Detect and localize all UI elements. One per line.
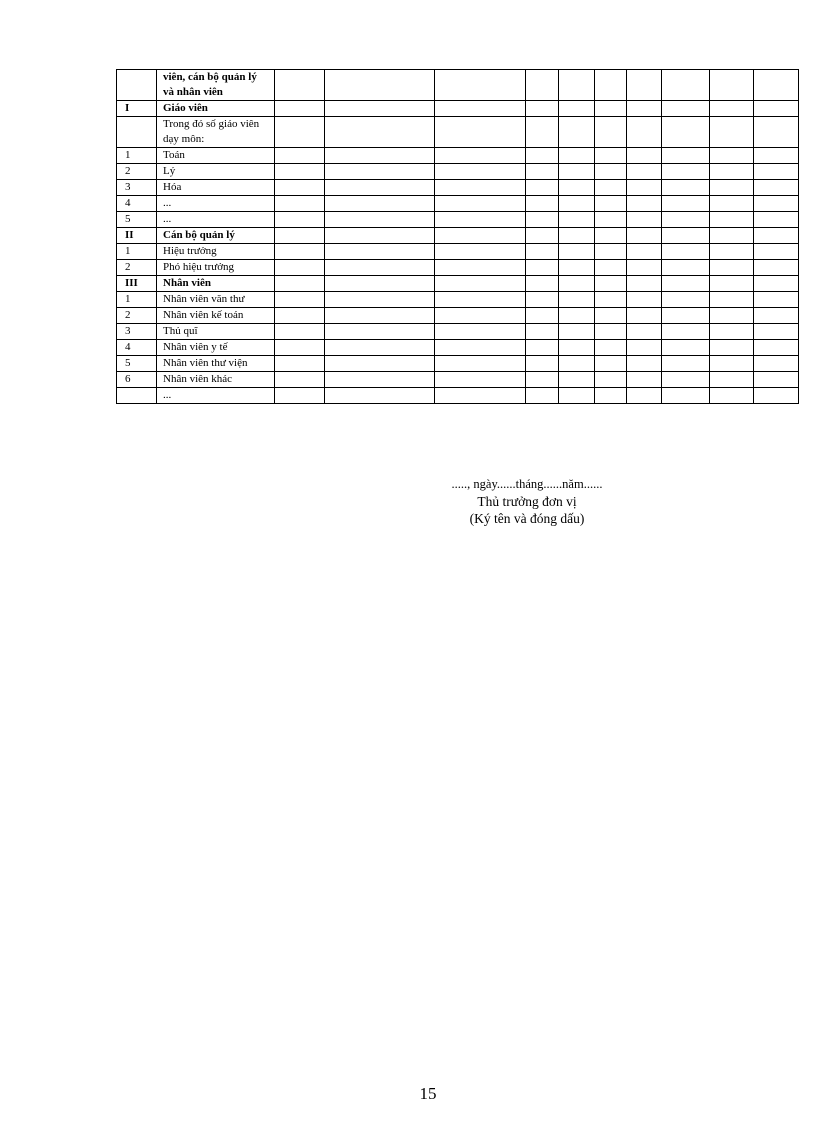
empty-value-cell bbox=[595, 276, 627, 292]
row-label-cell: Nhân viên kế toán bbox=[157, 308, 275, 324]
empty-value-cell bbox=[627, 196, 662, 212]
empty-value-cell bbox=[526, 340, 559, 356]
empty-value-cell bbox=[627, 212, 662, 228]
empty-value-cell bbox=[325, 101, 435, 117]
empty-value-cell bbox=[754, 101, 799, 117]
empty-value-cell bbox=[325, 372, 435, 388]
empty-value-cell bbox=[662, 148, 710, 164]
empty-value-cell bbox=[275, 148, 325, 164]
table-row bbox=[117, 148, 799, 164]
empty-value-cell bbox=[526, 244, 559, 260]
empty-value-cell bbox=[275, 228, 325, 244]
empty-value-cell bbox=[627, 70, 662, 101]
empty-value-cell bbox=[754, 260, 799, 276]
empty-value-cell bbox=[710, 212, 754, 228]
row-number-cell: 5 bbox=[117, 212, 157, 228]
empty-value-cell bbox=[627, 180, 662, 196]
empty-value-cell bbox=[710, 260, 754, 276]
empty-value-cell bbox=[595, 356, 627, 372]
row-number-cell: 3 bbox=[117, 324, 157, 340]
empty-value-cell bbox=[526, 260, 559, 276]
row-number-cell: 4 bbox=[117, 196, 157, 212]
signature-note: (Ký tên và đóng dấu) bbox=[469, 511, 585, 526]
empty-value-cell bbox=[595, 324, 627, 340]
empty-value-cell bbox=[275, 372, 325, 388]
empty-value-cell bbox=[595, 260, 627, 276]
empty-value-cell bbox=[710, 196, 754, 212]
empty-value-cell bbox=[627, 117, 662, 148]
table-row bbox=[117, 260, 799, 276]
empty-value-cell bbox=[754, 228, 799, 244]
empty-value-cell bbox=[559, 324, 595, 340]
empty-value-cell bbox=[754, 244, 799, 260]
empty-value-cell bbox=[435, 180, 526, 196]
table-row bbox=[117, 117, 799, 148]
row-label-cell: Phó hiệu trưởng bbox=[157, 260, 275, 276]
empty-value-cell bbox=[559, 180, 595, 196]
empty-value-cell bbox=[627, 276, 662, 292]
row-label-cell: Hiệu trưởng bbox=[157, 244, 275, 260]
empty-value-cell bbox=[435, 70, 526, 101]
empty-value-cell bbox=[662, 308, 710, 324]
empty-value-cell bbox=[627, 244, 662, 260]
empty-value-cell bbox=[559, 356, 595, 372]
empty-value-cell bbox=[595, 212, 627, 228]
empty-value-cell bbox=[325, 164, 435, 180]
row-label-cell: viên, cán bộ quản lý và nhân viên bbox=[157, 70, 275, 101]
empty-value-cell bbox=[275, 308, 325, 324]
table-row bbox=[117, 308, 799, 324]
row-number-cell: 2 bbox=[117, 260, 157, 276]
row-label-cell: Nhân viên y tế bbox=[157, 340, 275, 356]
empty-value-cell bbox=[435, 276, 526, 292]
empty-value-cell bbox=[754, 356, 799, 372]
empty-value-cell bbox=[325, 70, 435, 101]
empty-value-cell bbox=[710, 372, 754, 388]
empty-value-cell bbox=[559, 164, 595, 180]
table-row bbox=[117, 196, 799, 212]
empty-value-cell bbox=[325, 340, 435, 356]
row-label-cell: Giáo viên bbox=[157, 101, 275, 117]
empty-value-cell bbox=[559, 372, 595, 388]
empty-value-cell bbox=[710, 276, 754, 292]
table-row bbox=[117, 372, 799, 388]
empty-value-cell bbox=[435, 101, 526, 117]
row-label-cell: Thủ quĩ bbox=[157, 324, 275, 340]
empty-value-cell bbox=[627, 228, 662, 244]
signature-title: Thủ trưởng đơn vị bbox=[477, 494, 577, 509]
empty-value-cell bbox=[662, 228, 710, 244]
signature-date-line: ....., ngày......tháng......năm...... bbox=[451, 477, 603, 491]
row-number-cell: 1 bbox=[117, 148, 157, 164]
empty-value-cell bbox=[435, 308, 526, 324]
table-row bbox=[117, 356, 799, 372]
empty-value-cell bbox=[662, 388, 710, 404]
row-number-cell: 1 bbox=[117, 292, 157, 308]
empty-value-cell bbox=[754, 372, 799, 388]
empty-value-cell bbox=[275, 180, 325, 196]
empty-value-cell bbox=[595, 244, 627, 260]
empty-value-cell bbox=[526, 292, 559, 308]
empty-value-cell bbox=[325, 117, 435, 148]
empty-value-cell bbox=[595, 292, 627, 308]
empty-value-cell bbox=[325, 308, 435, 324]
empty-value-cell bbox=[325, 244, 435, 260]
empty-value-cell bbox=[595, 228, 627, 244]
empty-value-cell bbox=[595, 70, 627, 101]
empty-value-cell bbox=[435, 340, 526, 356]
empty-value-cell bbox=[559, 276, 595, 292]
empty-value-cell bbox=[435, 117, 526, 148]
empty-value-cell bbox=[754, 117, 799, 148]
row-label-cell: Nhân viên bbox=[157, 276, 275, 292]
empty-value-cell bbox=[325, 148, 435, 164]
table-row bbox=[117, 212, 799, 228]
empty-value-cell bbox=[710, 244, 754, 260]
empty-value-cell bbox=[662, 292, 710, 308]
empty-value-cell bbox=[754, 292, 799, 308]
empty-value-cell bbox=[559, 212, 595, 228]
empty-value-cell bbox=[662, 260, 710, 276]
empty-value-cell bbox=[526, 212, 559, 228]
empty-value-cell bbox=[662, 70, 710, 101]
row-label-cell: ... bbox=[157, 196, 275, 212]
empty-value-cell bbox=[627, 101, 662, 117]
table-row bbox=[117, 340, 799, 356]
table-row bbox=[117, 101, 799, 117]
empty-value-cell bbox=[435, 212, 526, 228]
empty-value-cell bbox=[662, 340, 710, 356]
empty-value-cell bbox=[595, 372, 627, 388]
empty-value-cell bbox=[435, 260, 526, 276]
empty-value-cell bbox=[710, 308, 754, 324]
table-row bbox=[117, 244, 799, 260]
empty-value-cell bbox=[754, 164, 799, 180]
empty-value-cell bbox=[435, 372, 526, 388]
empty-value-cell bbox=[662, 180, 710, 196]
row-label-cell: ... bbox=[157, 212, 275, 228]
empty-value-cell bbox=[754, 180, 799, 196]
empty-value-cell bbox=[325, 356, 435, 372]
empty-value-cell bbox=[662, 196, 710, 212]
row-number-cell: 1 bbox=[117, 244, 157, 260]
empty-value-cell bbox=[754, 308, 799, 324]
empty-value-cell bbox=[627, 372, 662, 388]
empty-value-cell bbox=[275, 244, 325, 260]
empty-value-cell bbox=[559, 117, 595, 148]
row-label-cell: Hóa bbox=[157, 180, 275, 196]
empty-value-cell bbox=[559, 70, 595, 101]
row-label-cell: Lý bbox=[157, 164, 275, 180]
empty-value-cell bbox=[559, 260, 595, 276]
row-number-cell: 6 bbox=[117, 372, 157, 388]
empty-value-cell bbox=[754, 388, 799, 404]
empty-value-cell bbox=[662, 101, 710, 117]
table-body bbox=[117, 70, 799, 404]
empty-value-cell bbox=[559, 101, 595, 117]
empty-value-cell bbox=[595, 196, 627, 212]
empty-value-cell bbox=[435, 356, 526, 372]
row-number-cell: 4 bbox=[117, 340, 157, 356]
empty-value-cell bbox=[526, 196, 559, 212]
empty-value-cell bbox=[325, 212, 435, 228]
row-number-cell: I bbox=[117, 101, 157, 117]
empty-value-cell bbox=[710, 228, 754, 244]
staff-statistics-table bbox=[116, 69, 799, 404]
empty-value-cell bbox=[595, 340, 627, 356]
row-number-cell: 2 bbox=[117, 308, 157, 324]
empty-value-cell bbox=[662, 244, 710, 260]
empty-value-cell bbox=[662, 372, 710, 388]
empty-value-cell bbox=[275, 340, 325, 356]
empty-value-cell bbox=[662, 164, 710, 180]
row-number-cell: III bbox=[117, 276, 157, 292]
empty-value-cell bbox=[275, 164, 325, 180]
empty-value-cell bbox=[435, 148, 526, 164]
empty-value-cell bbox=[325, 292, 435, 308]
empty-value-cell bbox=[275, 324, 325, 340]
empty-value-cell bbox=[627, 324, 662, 340]
row-label-cell: Toán bbox=[157, 148, 275, 164]
empty-value-cell bbox=[325, 260, 435, 276]
row-label-cell: Nhân viên thư viện bbox=[157, 356, 275, 372]
empty-value-cell bbox=[710, 340, 754, 356]
empty-value-cell bbox=[595, 388, 627, 404]
empty-value-cell bbox=[275, 212, 325, 228]
empty-value-cell bbox=[710, 324, 754, 340]
table-row bbox=[117, 180, 799, 196]
table-row bbox=[117, 324, 799, 340]
empty-value-cell bbox=[526, 180, 559, 196]
empty-value-cell bbox=[435, 196, 526, 212]
empty-value-cell bbox=[559, 148, 595, 164]
empty-value-cell bbox=[754, 196, 799, 212]
empty-value-cell bbox=[662, 324, 710, 340]
empty-value-cell bbox=[435, 244, 526, 260]
empty-value-cell bbox=[627, 356, 662, 372]
empty-value-cell bbox=[662, 212, 710, 228]
empty-value-cell bbox=[754, 340, 799, 356]
empty-value-cell bbox=[627, 292, 662, 308]
empty-value-cell bbox=[662, 276, 710, 292]
empty-value-cell bbox=[559, 228, 595, 244]
row-label-cell: Cán bộ quản lý bbox=[157, 228, 275, 244]
empty-value-cell bbox=[662, 356, 710, 372]
empty-value-cell bbox=[627, 260, 662, 276]
empty-value-cell bbox=[275, 196, 325, 212]
empty-value-cell bbox=[526, 324, 559, 340]
empty-value-cell bbox=[275, 356, 325, 372]
empty-value-cell bbox=[526, 70, 559, 101]
empty-value-cell bbox=[559, 388, 595, 404]
empty-value-cell bbox=[559, 244, 595, 260]
empty-value-cell bbox=[275, 117, 325, 148]
empty-value-cell bbox=[526, 276, 559, 292]
empty-value-cell bbox=[526, 372, 559, 388]
empty-value-cell bbox=[275, 70, 325, 101]
empty-value-cell bbox=[627, 308, 662, 324]
empty-value-cell bbox=[710, 180, 754, 196]
empty-value-cell bbox=[325, 228, 435, 244]
empty-value-cell bbox=[526, 101, 559, 117]
empty-value-cell bbox=[754, 276, 799, 292]
empty-value-cell bbox=[325, 196, 435, 212]
empty-value-cell bbox=[595, 117, 627, 148]
empty-value-cell bbox=[275, 292, 325, 308]
empty-value-cell bbox=[627, 388, 662, 404]
empty-value-cell bbox=[275, 101, 325, 117]
table-row bbox=[117, 292, 799, 308]
table-row bbox=[117, 164, 799, 180]
row-label-cell: Nhân viên văn thư bbox=[157, 292, 275, 308]
empty-value-cell bbox=[595, 180, 627, 196]
empty-value-cell bbox=[435, 292, 526, 308]
empty-value-cell bbox=[275, 260, 325, 276]
empty-value-cell bbox=[754, 324, 799, 340]
empty-value-cell bbox=[526, 356, 559, 372]
empty-value-cell bbox=[595, 164, 627, 180]
empty-value-cell bbox=[662, 117, 710, 148]
empty-value-cell bbox=[595, 148, 627, 164]
empty-value-cell bbox=[435, 388, 526, 404]
row-label-cell: Trong đó số giáo viên dạy môn: bbox=[157, 117, 275, 148]
empty-value-cell bbox=[325, 276, 435, 292]
empty-value-cell bbox=[710, 70, 754, 101]
empty-value-cell bbox=[710, 292, 754, 308]
empty-value-cell bbox=[559, 308, 595, 324]
empty-value-cell bbox=[559, 340, 595, 356]
table-row bbox=[117, 388, 799, 404]
row-label-cell: Nhân viên khác bbox=[157, 372, 275, 388]
empty-value-cell bbox=[754, 212, 799, 228]
row-number-cell bbox=[117, 388, 157, 404]
row-number-cell: II bbox=[117, 228, 157, 244]
empty-value-cell bbox=[275, 276, 325, 292]
empty-value-cell bbox=[627, 148, 662, 164]
row-number-cell: 3 bbox=[117, 180, 157, 196]
empty-value-cell bbox=[526, 164, 559, 180]
empty-value-cell bbox=[595, 101, 627, 117]
empty-value-cell bbox=[526, 228, 559, 244]
table-row bbox=[117, 228, 799, 244]
empty-value-cell bbox=[627, 164, 662, 180]
empty-value-cell bbox=[559, 292, 595, 308]
empty-value-cell bbox=[526, 308, 559, 324]
row-number-cell bbox=[117, 117, 157, 148]
row-number-cell bbox=[117, 70, 157, 101]
empty-value-cell bbox=[526, 388, 559, 404]
empty-value-cell bbox=[710, 356, 754, 372]
empty-value-cell bbox=[435, 228, 526, 244]
empty-value-cell bbox=[526, 148, 559, 164]
empty-value-cell bbox=[325, 388, 435, 404]
empty-value-cell bbox=[754, 70, 799, 101]
row-number-cell: 2 bbox=[117, 164, 157, 180]
empty-value-cell bbox=[435, 164, 526, 180]
table-row bbox=[117, 276, 799, 292]
empty-value-cell bbox=[526, 117, 559, 148]
empty-value-cell bbox=[325, 180, 435, 196]
empty-value-cell bbox=[710, 388, 754, 404]
empty-value-cell bbox=[754, 148, 799, 164]
empty-value-cell bbox=[710, 101, 754, 117]
empty-value-cell bbox=[710, 164, 754, 180]
empty-value-cell bbox=[325, 324, 435, 340]
empty-value-cell bbox=[559, 196, 595, 212]
empty-value-cell bbox=[275, 388, 325, 404]
row-number-cell: 5 bbox=[117, 356, 157, 372]
empty-value-cell bbox=[710, 117, 754, 148]
empty-value-cell bbox=[435, 324, 526, 340]
page-number: 15 bbox=[419, 1084, 437, 1103]
empty-value-cell bbox=[710, 148, 754, 164]
empty-value-cell bbox=[627, 340, 662, 356]
table-row bbox=[117, 70, 799, 101]
row-label-cell: ... bbox=[157, 388, 275, 404]
empty-value-cell bbox=[595, 308, 627, 324]
